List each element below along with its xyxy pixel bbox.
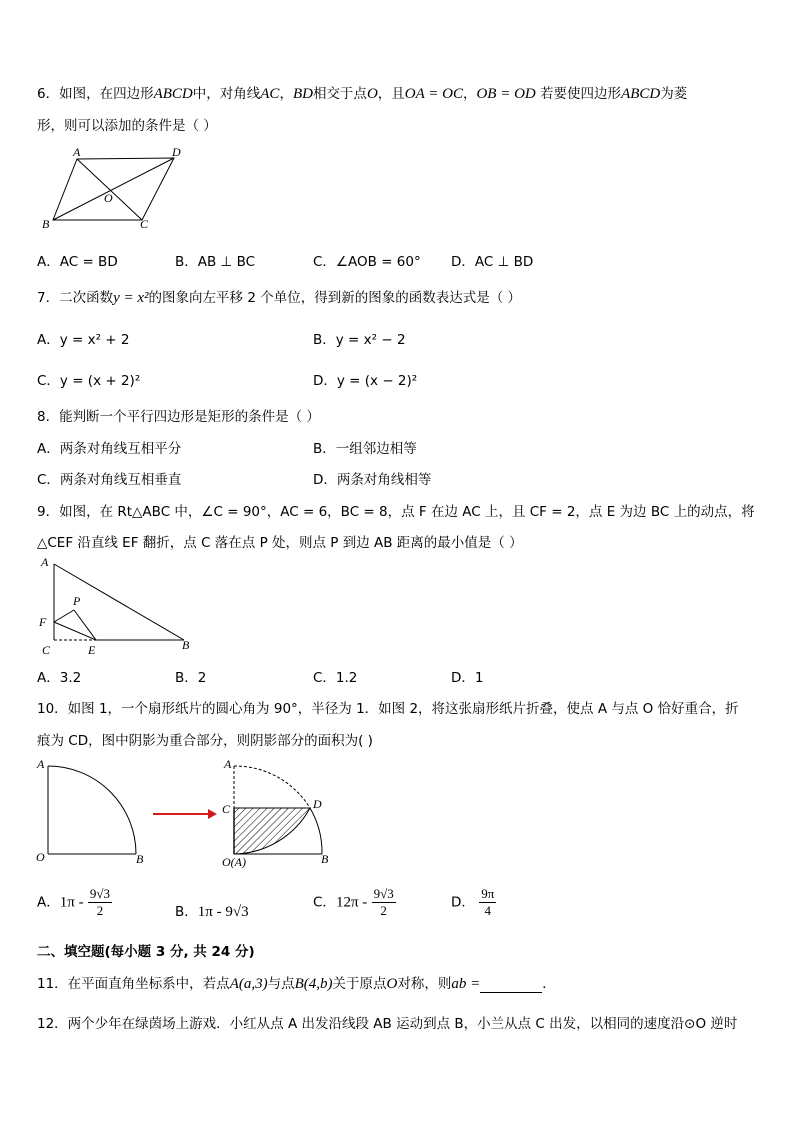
q9-option-a: A．3.2 [37, 670, 82, 686]
label-d: D [172, 145, 181, 159]
q11-point-b: B(4,b) [294, 976, 333, 992]
q6-text: 为菱 [660, 86, 688, 102]
q6-line1 [37, 82, 687, 103]
label-b: B [182, 638, 190, 652]
section-2-title: 二、填空题(每小题 3 分, 共 24 分) [37, 944, 255, 960]
q6-option-d: D．AC ⊥ BD [451, 254, 534, 270]
q8-option-c: C．两条对角线互相垂直 [37, 472, 182, 488]
numerator: 9√3 [89, 886, 111, 901]
option-label: D． [451, 894, 475, 911]
q7-text: 的图象向左平移 2 个单位，得到新的图象的函数表达式是（ ） [148, 290, 521, 306]
q11-text: 关于原点 [332, 976, 387, 992]
q10-line2: 痕为 CD，图中阴影为重合部分，则阴影部分的面积为( ) [37, 733, 373, 749]
q9-figure [38, 556, 198, 660]
label-a: A [224, 757, 232, 771]
q10-line1: 10．如图 1，一个扇形纸片的圆心角为 90°，半径为 1．如图 2，将这张扇形纸片折叠，使点 A 与点 O 恰好重合，折 [37, 701, 739, 717]
option-label: B． [175, 904, 198, 920]
option-lead: 12π - [335, 894, 368, 911]
q10-figure1 [34, 756, 164, 868]
fraction [88, 886, 112, 919]
q8-option-b: B．一组邻边相等 [313, 441, 417, 457]
q11-point-a: A(a,3) [229, 976, 268, 992]
q7-option-b: B．y = x² − 2 [313, 332, 406, 348]
label-b: B [321, 852, 329, 866]
label-a: A [41, 555, 49, 569]
label-c: C [222, 802, 231, 816]
q6-text: 相交于点 [312, 86, 367, 102]
q10-figure2 [220, 756, 345, 870]
label-d: D [313, 797, 322, 811]
q6-quad2: ABCD [621, 86, 661, 102]
arc-db [310, 808, 322, 854]
q6-option-c: C．∠AOB = 60° [313, 254, 421, 270]
q9-option-d: D．1 [451, 670, 484, 686]
q10-option-b [175, 900, 249, 921]
q7-option-a: A．y = x² + 2 [37, 332, 130, 348]
q9-option-c: C．1.2 [313, 670, 358, 686]
q11-stem [37, 972, 556, 993]
q11-ab: ab = [451, 976, 481, 992]
option-label: C． [313, 894, 336, 911]
segment-fp [54, 610, 74, 622]
q11-text: 对称，则 [397, 976, 452, 992]
q10-option-d [451, 886, 496, 919]
option-label: A． [37, 894, 60, 911]
q7-func: y = x² [113, 290, 149, 306]
label-b: B [136, 852, 144, 866]
q9-option-b: B．2 [175, 670, 207, 686]
label-p: P [73, 594, 81, 608]
q6-text: ， [279, 86, 293, 102]
denominator: 4 [484, 903, 491, 918]
q7-text: 7．二次函数 [37, 290, 114, 306]
shaded-region [234, 808, 310, 854]
arc-ab [48, 766, 136, 854]
q6-quad: ABCD [153, 86, 193, 102]
option-expr: 1π - 9√3 [197, 904, 249, 920]
label-f: F [39, 615, 47, 629]
q6-text: ，且 [377, 86, 405, 102]
q7-stem [37, 286, 521, 307]
q11-text: ． [542, 976, 556, 992]
q6-text: 若要使四边形 [535, 86, 622, 102]
fraction [372, 886, 396, 919]
label-oa: O(A) [222, 855, 246, 869]
q9-line2: △CEF 沿直线 EF 翻折，点 C 落在点 P 处，则点 P 到边 AB 距离的最小值是（ ） [37, 535, 523, 551]
q10-arrow [150, 806, 220, 822]
q6-option-a: A．AC = BD [37, 254, 118, 270]
q11-o: O [386, 976, 398, 992]
q11-text: 11．在平面直角坐标系中，若点 [37, 976, 230, 992]
label-e: E [88, 643, 96, 657]
q6-line2: 形，则可以添加的条件是（ ） [37, 118, 217, 134]
q10-option-c [313, 886, 396, 919]
diagonal-ac [77, 159, 142, 220]
q6-text: 中，对角线 [192, 86, 261, 102]
label-o: O [104, 191, 113, 205]
arc-ad-dashed [234, 766, 310, 808]
q6-o: O [366, 86, 378, 102]
answer-blank[interactable] [480, 978, 542, 993]
arrow-head [208, 809, 217, 819]
q6-bd: BD [292, 86, 313, 102]
q6-option-b: B．AB ⊥ BC [175, 254, 256, 270]
label-o: O [36, 850, 45, 864]
q8-option-d: D．两条对角线相等 [313, 472, 432, 488]
numerator: 9√3 [373, 886, 394, 901]
q6-eq1: OA = OC [404, 86, 463, 102]
label-c: C [140, 217, 149, 231]
q8-stem: 8．能判断一个平行四边形是矩形的条件是（ ） [37, 409, 320, 425]
q10-option-a [37, 886, 112, 919]
denominator: 2 [96, 903, 104, 918]
q8-option-a: A．两条对角线互相平分 [37, 441, 182, 457]
label-c: C [42, 643, 51, 657]
label-a: A [37, 757, 45, 771]
denominator: 2 [380, 903, 387, 918]
q11-text: 与点 [267, 976, 295, 992]
fraction [479, 886, 496, 919]
q12-stem: 12．两个少年在绿茵场上游戏．小红从点 A 出发沿线段 AB 运动到点 B，小兰从点 C 出发，以相同的速度沿⊙O 逆时 [37, 1016, 738, 1032]
q6-ac: AC [260, 86, 280, 102]
q6-figure [40, 145, 181, 231]
q6-text: ， [462, 86, 477, 102]
label-a: A [73, 145, 81, 159]
q7-option-d: D．y = (x − 2)² [313, 373, 418, 389]
q6-text: 6．如图，在四边形 [37, 86, 154, 102]
diagonal-bd [53, 158, 174, 220]
label-b: B [42, 217, 50, 231]
q9-line1: 9．如图，在 Rt△ABC 中，∠C = 90°，AC = 6，BC = 8，点 F 在边 AC 上，且 CF = 2，点 E 为边 BC 上的动点，将 [37, 504, 755, 520]
q7-option-c: C．y = (x + 2)² [37, 373, 141, 389]
option-lead: 1π - [59, 894, 84, 911]
numerator: 9π [481, 886, 495, 901]
q6-eq2: OB = OD [476, 86, 536, 102]
